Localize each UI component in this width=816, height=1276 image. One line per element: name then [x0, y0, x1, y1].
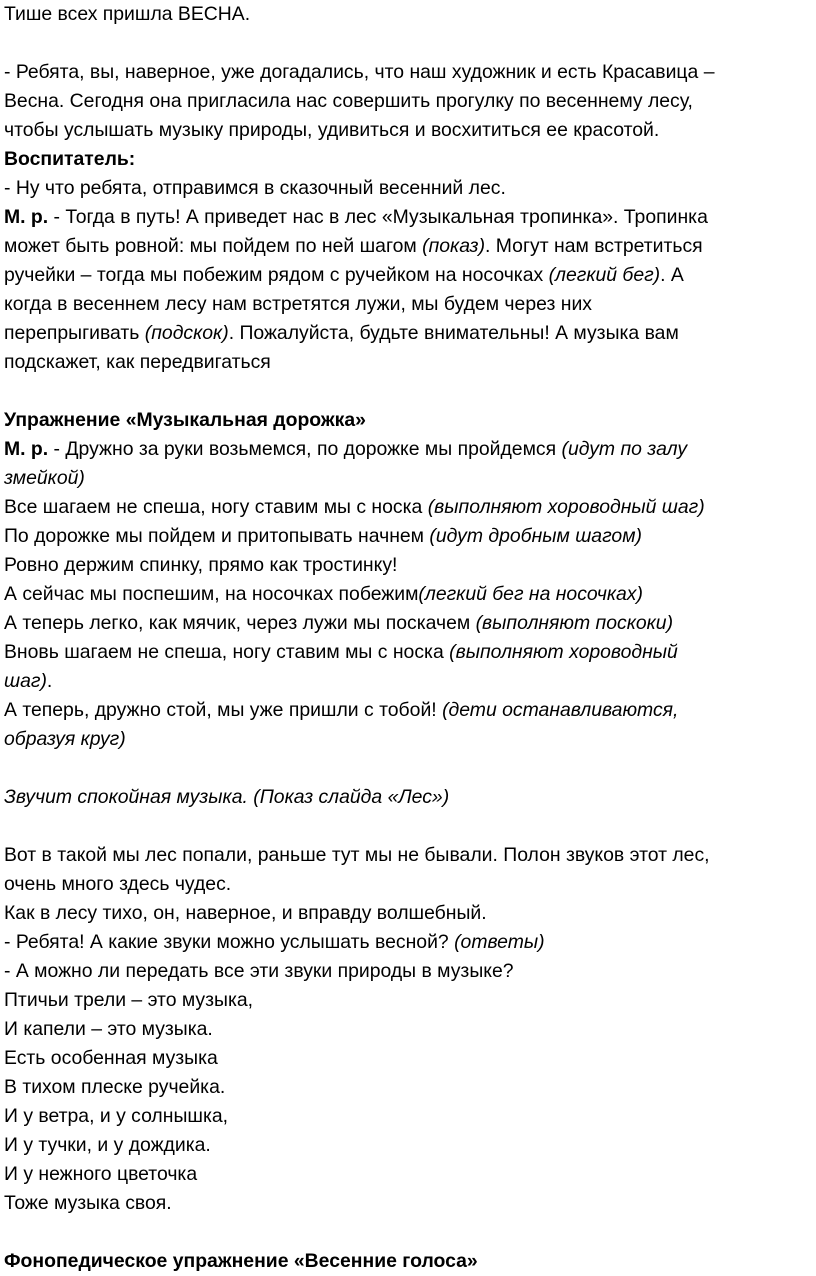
paragraph-line — [4, 580, 810, 609]
stage-direction: шаг) — [4, 670, 47, 692]
paragraph-line — [4, 667, 810, 696]
stage-direction: (идут по залу — [561, 438, 688, 460]
stage-direction: (выполняют поскоки) — [475, 612, 674, 634]
text-run: перепрыгивать — [4, 322, 145, 344]
stage-direction: (легкий бег на носочках) — [418, 583, 643, 605]
stage-direction: (легкий бег) — [548, 264, 661, 286]
text-run: . Могут нам встретиться — [485, 235, 703, 257]
poem-line: Есть особенная музыка — [4, 1047, 218, 1069]
paragraph-line — [4, 232, 810, 261]
paragraph-line: Ровно держим спинку, прямо как тростинку! — [4, 554, 398, 576]
stage-direction: образуя круг) — [4, 728, 126, 750]
stage-direction: змейкой) — [4, 467, 85, 489]
speaker-label-vospitatel: Воспитатель: — [4, 148, 136, 170]
paragraph-line: - А можно ли передать все эти звуки природы в музыке? — [4, 960, 514, 982]
intro-line: Тише всех пришла ВЕСНА. — [4, 3, 251, 25]
poem-line: И у тучки, и у дождика. — [4, 1134, 211, 1156]
paragraph-line: Весна. Сегодня она пригласила нас совершить прогулку по весеннему лесу, — [4, 90, 693, 112]
paragraph-line: Вот в такой мы лес попали, раньше тут мы не бывали. Полон звуков этот лес, — [4, 844, 710, 866]
paragraph-line: - Ну что ребята, отправимся в сказочный весенний лес. — [4, 177, 506, 199]
text-run: может быть ровной: мы пойдем по ней шагом — [4, 235, 423, 257]
section-heading-phonopedic: Фонопедическое упражнение «Весенние голоса» — [4, 1250, 478, 1272]
paragraph-line — [4, 696, 810, 725]
stage-direction: (выполняют хороводный шаг) — [427, 496, 705, 518]
poem-line: И у ветра, и у солнышка, — [4, 1105, 229, 1127]
music-note: Звучит спокойная музыка. (Показ слайда «Лес») — [4, 786, 450, 808]
paragraph-line — [4, 638, 810, 667]
paragraph-line: когда в весеннем лесу нам встретятся лужи, мы будем через них — [4, 293, 592, 315]
paragraph-line — [4, 261, 810, 290]
blank-line — [4, 1218, 810, 1247]
text-run: Вновь шагаем не спеша, ногу ставим мы с носка — [4, 641, 450, 663]
paragraph-line — [4, 493, 810, 522]
stage-direction: (идут дробным шагом) — [429, 525, 642, 547]
blank-line — [4, 812, 810, 841]
text-run: Все шагаем не спеша, ногу ставим мы с носка — [4, 496, 428, 518]
stage-direction: (ответы) — [454, 931, 545, 953]
poem-line: Тоже музыка своя. — [4, 1192, 172, 1214]
speaker-label-mr: М. р. — [4, 206, 49, 228]
paragraph-line: подскажет, как передвигаться — [4, 351, 271, 373]
paragraph-line — [4, 203, 810, 232]
text-run: . — [46, 670, 53, 692]
poem-line: В тихом плеске ручейка. — [4, 1076, 226, 1098]
text-run: А сейчас мы поспешим, на носочках побежим — [4, 583, 419, 605]
speaker-label-mr: М. р. — [4, 438, 49, 460]
text-run: По дорожке мы пойдем и притопывать начнем — [4, 525, 430, 547]
stage-direction: (выполняют хороводный — [449, 641, 678, 663]
section-heading-exercise: Упражнение «Музыкальная дорожка» — [4, 409, 366, 431]
poem-line: Птичьи трели – это музыка, — [4, 989, 254, 1011]
text-run: А теперь, дружно стой, мы уже пришли с тобой! — [4, 699, 443, 721]
text-run: ручейки – тогда мы побежим рядом с ручейком на носочках — [4, 264, 549, 286]
paragraph-line: чтобы услышать музыку природы, удивиться и восхититься ее красотой. — [4, 119, 660, 141]
text-run: . А — [660, 264, 684, 286]
poem-line: И капели – это музыка. — [4, 1018, 213, 1040]
text-run: . Пожалуйста, будьте внимательны! А музыка вам — [228, 322, 679, 344]
poem-line: И у нежного цветочка — [4, 1163, 198, 1185]
text-run: - Дружно за руки возьмемся, по дорожке мы пройдемся — [48, 438, 562, 460]
paragraph-line — [4, 928, 810, 957]
paragraph-line — [4, 435, 810, 464]
paragraph-line — [4, 319, 810, 348]
stage-direction: (дети останавливаются, — [442, 699, 679, 721]
blank-line — [4, 754, 810, 783]
paragraph-line: - Ребята, вы, наверное, уже догадались, что наш художник и есть Красавица – — [4, 61, 715, 83]
text-run: - Тогда в путь! А приведет нас в лес «Музыкальная тропинка». Тропинка — [48, 206, 708, 228]
blank-line — [4, 29, 810, 58]
blank-line — [4, 377, 810, 406]
paragraph-line: Как в лесу тихо, он, наверное, и вправду волшебный. — [4, 902, 487, 924]
text-run: А теперь легко, как мячик, через лужи мы поскачем — [4, 612, 476, 634]
stage-direction: (показ) — [422, 235, 486, 257]
text-run: - Ребята! А какие звуки можно услышать весной? — [4, 931, 455, 953]
paragraph-line — [4, 522, 810, 551]
paragraph-line: очень много здесь чудес. — [4, 873, 232, 895]
stage-direction: (подскок) — [144, 322, 229, 344]
paragraph-line — [4, 609, 810, 638]
